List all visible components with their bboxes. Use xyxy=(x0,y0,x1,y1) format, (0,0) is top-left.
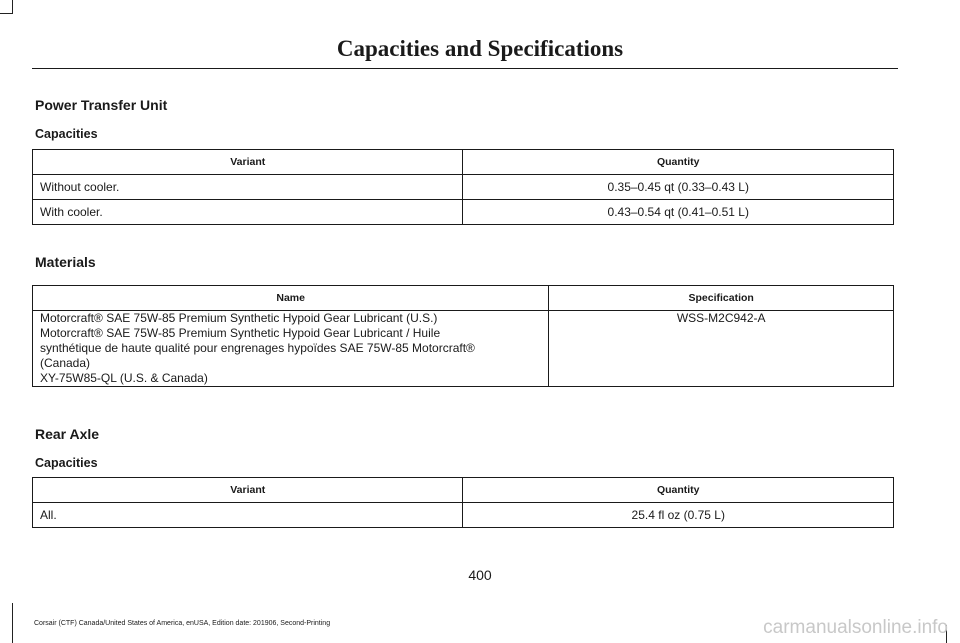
material-name-line: Motorcraft® SAE 75W-85 Premium Synthetic Hypoid Gear Lubricant / Huile xyxy=(40,326,441,340)
subheading-ptu-materials: Materials xyxy=(35,254,96,270)
title-rule xyxy=(32,68,898,69)
ptu-capacities-table xyxy=(32,149,894,225)
watermark: carmanualsonline.info xyxy=(763,617,948,638)
quantity-cell: 25.4 fl oz (0.75 L) xyxy=(463,503,894,528)
subheading-ptu-capacities: Capacities xyxy=(35,127,98,141)
subheading-rear-axle-capacities: Capacities xyxy=(35,456,98,470)
specification-cell: WSS-M2C942-A xyxy=(549,311,894,387)
column-header-name: Name xyxy=(33,286,549,311)
table-header-row xyxy=(33,478,894,503)
table-row xyxy=(33,311,894,387)
variant-cell: All. xyxy=(33,503,463,528)
material-name-cell xyxy=(33,311,549,387)
page-title: Capacities and Specifications xyxy=(336,36,624,61)
table-header-row xyxy=(33,150,894,175)
crop-mark-bottom-left-v xyxy=(12,603,13,643)
ptu-materials-table xyxy=(32,285,894,387)
quantity-cell: 0.43–0.54 qt (0.41–0.51 L) xyxy=(463,200,894,225)
footer-text: Corsair (CTF) Canada/United States of America, enUSA, Edition date: 201906, Second-Printing xyxy=(34,620,331,627)
section-heading-rear-axle: Rear Axle xyxy=(35,426,100,442)
column-header-quantity: Quantity xyxy=(463,478,894,503)
column-header-variant: Variant xyxy=(33,150,463,175)
material-name-line: (Canada) xyxy=(40,356,91,370)
material-name-line: synthétique de haute qualité pour engrenages hypoïdes SAE 75W-85 Motorcraft® xyxy=(40,341,475,355)
variant-cell: With cooler. xyxy=(33,200,463,225)
material-name-line: Motorcraft® SAE 75W-85 Premium Synthetic Hypoid Gear Lubricant (U.S.) xyxy=(40,311,438,325)
table-header-row xyxy=(33,286,894,311)
table-row xyxy=(33,503,894,528)
quantity-cell: 0.35–0.45 qt (0.33–0.43 L) xyxy=(463,175,894,200)
variant-cell: Without cooler. xyxy=(33,175,463,200)
column-header-variant: Variant xyxy=(33,478,463,503)
page-number: 400 xyxy=(468,567,492,583)
material-name-line: XY-75W85-QL (U.S. & Canada) xyxy=(40,371,208,385)
column-header-specification: Specification xyxy=(549,286,894,311)
rear-axle-capacities-table xyxy=(32,477,894,528)
table-row xyxy=(33,200,894,225)
table-row xyxy=(33,175,894,200)
column-header-quantity: Quantity xyxy=(463,150,894,175)
crop-mark-top-left-v xyxy=(12,0,13,14)
crop-mark-top-left-h xyxy=(0,13,13,14)
section-heading-power-transfer-unit: Power Transfer Unit xyxy=(35,97,168,113)
